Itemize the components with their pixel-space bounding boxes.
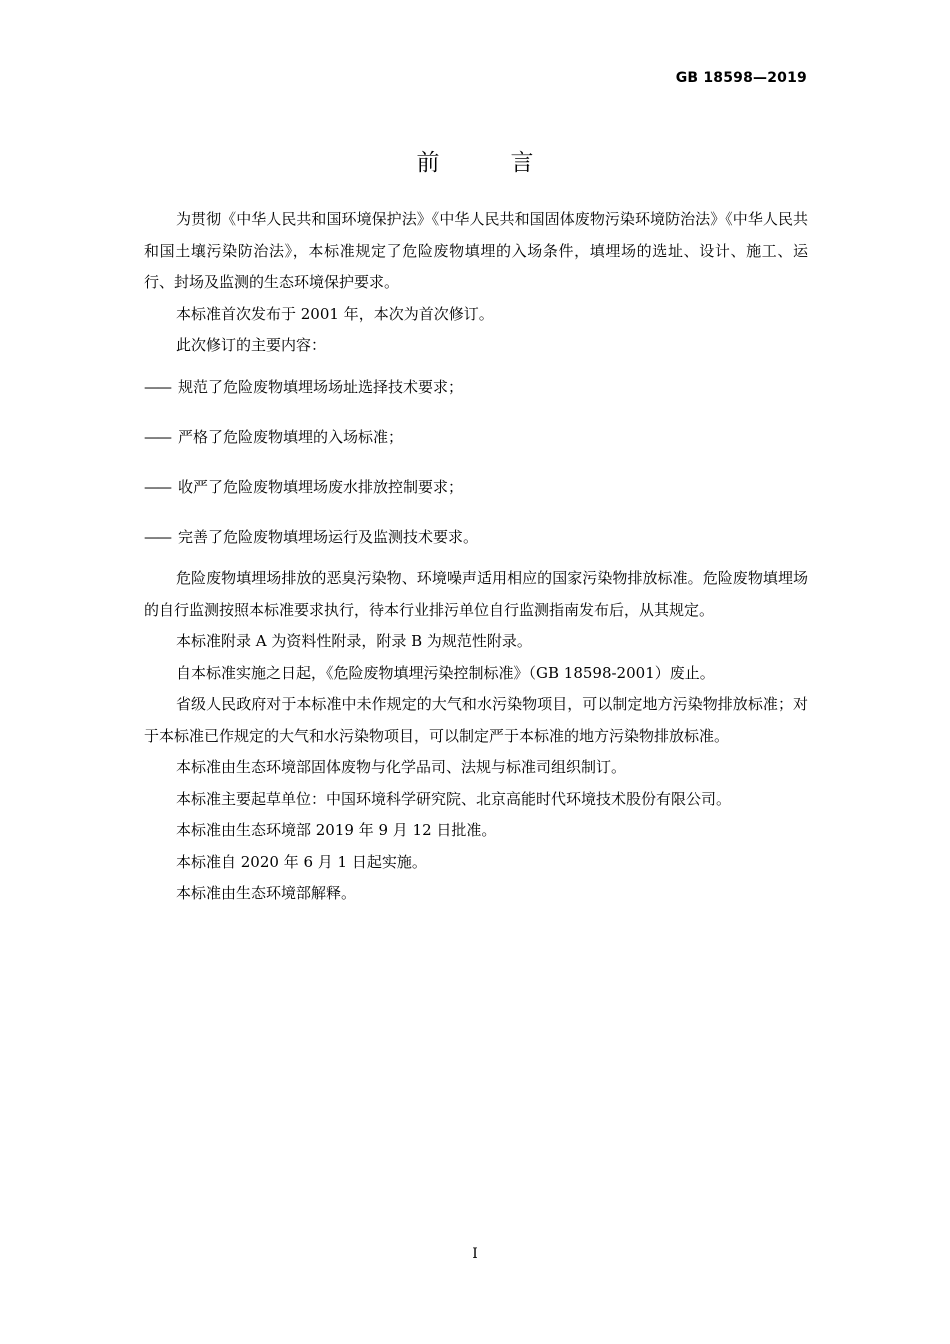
paragraph: 本标准首次发布于 2001 年，本次为首次修订。 [176,304,494,323]
list-item [144,472,808,504]
dash-marker: —— [144,377,170,396]
paragraph: 本标准附录 A 为资料性附录，附录 B 为规范性附录。 [176,632,532,650]
paragraph: 本标准自 2020 年 6 月 1 日起实施。 [176,852,427,871]
paragraph: 自本标准实施之日起，《危险废物填埋污染控制标准》（GB 18598-2001）废止。 [176,663,715,682]
paragraph: 为贯彻《中华人民共和国环境保护法》《中华人民共和国固体废物污染环境防治法》《中华人民共和国土壤污染防治法》，本标准规定了危险废物填埋的入场条件，填埋场的选址、设计、施工、运行、封场及监测的生态环境保护要求。 [144,210,808,291]
list-item [144,372,808,404]
dash-marker: —— [144,527,170,546]
list-item-text: 收严了危险废物填埋场废水排放控制要求； [178,477,464,496]
list-item [144,522,808,554]
foreword-body [144,204,808,910]
page-title: 前 言 [416,150,558,176]
revision-list [144,372,808,554]
standard-code: GB 18598—2019 [675,70,807,86]
list-item-text: 严格了危险废物填埋的入场标准； [178,427,404,446]
paragraph: 本标准由生态环境部固体废物与化学品司、法规与标准司组织制订。 [176,758,627,776]
list-item [144,422,808,454]
list-item-text: 完善了危险废物填埋场运行及监测技术要求。 [178,527,479,546]
paragraph: 本标准主要起草单位：中国环境科学研究院、北京高能时代环境技术股份有限公司。 [176,789,732,808]
dash-marker: —— [144,477,170,496]
page-number: I [472,1246,478,1262]
paragraph: 此次修订的主要内容： [176,336,327,354]
paragraph: 本标准由生态环境部解释。 [176,884,357,902]
paragraph: 省级人民政府对于本标准中未作规定的大气和水污染物项目，可以制定地方污染物排放标准；对于本标准已作规定的大气和水污染物项目，可以制定严于本标准的地方污染物排放标准。 [144,695,808,745]
dash-marker: —— [144,427,170,446]
list-item-text: 规范了危险废物填埋场场址选择技术要求； [178,377,464,396]
paragraph: 危险废物填埋场排放的恶臭污染物、环境噪声适用相应的国家污染物排放标准。危险废物填埋场的自行监测按照本标准要求执行，待本行业排污单位自行监测指南发布后，从其规定。 [144,569,808,619]
paragraph: 本标准由生态环境部 2019 年 9 月 12 日批准。 [176,821,497,839]
